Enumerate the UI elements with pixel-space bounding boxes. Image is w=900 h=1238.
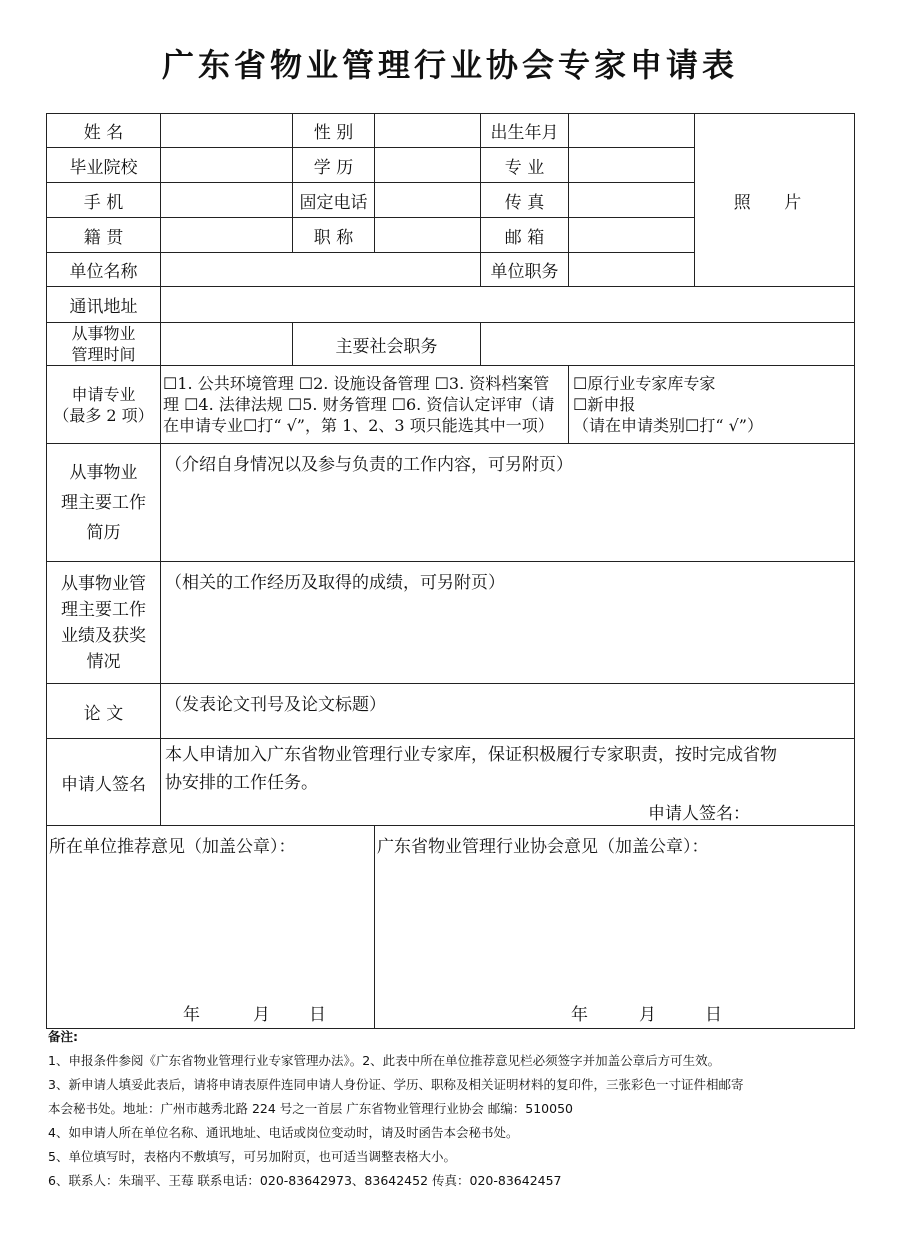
major-apply-line2: （最多 2 项）	[53, 405, 154, 425]
phone-field[interactable]	[375, 183, 481, 218]
years-label-line2: 管理时间	[71, 345, 136, 364]
application-form-table	[46, 113, 855, 1029]
declaration-line1: 本人申请加入广东省物业管理行业专家库，保证积极履行专家职责，按时完成省物	[165, 745, 777, 765]
form-title: 广东省物业管理行业协会专家申请表	[161, 46, 738, 84]
note-3b: 本会秘书处。地址：广州市越秀北路 224 号之一首层 广东省物业管理行业协会 邮编：510050	[48, 1101, 573, 1116]
notes-heading: 备注:	[48, 1029, 78, 1044]
assoc-date-month: 月	[639, 1005, 656, 1025]
resume-label-line2: 理主要工作	[61, 492, 146, 513]
note-3a: 3、新申请人填妥此表后，请将申请表原件连同申请人身份证、学历、职称及相关证明材料的复印件，三张彩色一寸证件相邮寄	[48, 1077, 744, 1092]
declaration-cell[interactable]	[161, 739, 855, 826]
performance-label-line4: 情况	[86, 651, 121, 672]
gender-label: 性 别	[293, 114, 375, 148]
note-4: 4、如申请人所在单位名称、通讯地址、电话或岗位变动时，请及时函告本会秘书处。	[48, 1125, 519, 1140]
unit-opinion-box[interactable]	[47, 826, 375, 1029]
major-options-line2[interactable]: 理 ☐4. 法律法规 ☐5. 财务管理 ☐6. 资信认定评审（请	[163, 395, 555, 414]
type-option-existing[interactable]: ☐原行业专家库专家	[573, 374, 716, 393]
notes-section	[48, 1025, 868, 1193]
education-label: 学 历	[293, 148, 375, 183]
association-opinion-label: 广东省物业管理行业协会意见（加盖公章）：	[377, 837, 709, 857]
email-label: 邮 箱	[481, 218, 569, 253]
type-option-hint: （请在申请类别☐打“ √”）	[573, 416, 763, 435]
title-rank-field[interactable]	[375, 218, 481, 253]
name-field[interactable]	[161, 114, 293, 148]
resume-hint: （介绍自身情况以及参与负责的工作内容，可另附页）	[165, 455, 573, 475]
phone-label: 固定电话	[293, 183, 375, 218]
major-field[interactable]	[569, 148, 695, 183]
applicant-sign-label: 申请人签名：	[648, 804, 750, 824]
photo-label: 照 片	[733, 192, 816, 213]
paper-field[interactable]	[161, 684, 855, 739]
years-field[interactable]	[161, 323, 293, 366]
major-options-line1[interactable]: ☐1. 公共环境管理 ☐2. 设施设备管理 ☐3. 资料档案管	[163, 374, 550, 393]
major-apply-label	[47, 366, 161, 444]
unit-date-month: 月	[253, 1005, 270, 1025]
declaration-line2: 协安排的工作任务。	[165, 773, 318, 793]
mobile-field[interactable]	[161, 183, 293, 218]
performance-label-line3: 业绩及获奖	[61, 625, 146, 646]
paper-hint: （发表论文刊号及论文标题）	[165, 695, 386, 715]
unit-position-label: 单位职务	[481, 253, 569, 287]
assoc-date-year: 年	[571, 1005, 588, 1025]
type-option-new[interactable]: ☐新申报	[573, 395, 636, 414]
major-label: 专 业	[481, 148, 569, 183]
education-field[interactable]	[375, 148, 481, 183]
performance-hint: （相关的工作经历及取得的成绩，可另附页）	[165, 573, 505, 593]
resume-field[interactable]	[161, 444, 855, 562]
social-label: 主要社会职务	[293, 323, 481, 366]
note-1: 1、申报条件参阅《广东省物业管理行业专家管理办法》。2、此表中所在单位推荐意见栏必须签字并加盖公章后方可生效。	[48, 1053, 721, 1068]
paper-label: 论 文	[47, 684, 161, 739]
performance-label-line1: 从事物业管	[61, 573, 146, 594]
major-options[interactable]	[161, 366, 569, 444]
unit-date-year: 年	[183, 1005, 200, 1025]
name-label: 姓 名	[47, 114, 161, 148]
unit-name-field[interactable]	[161, 253, 481, 287]
signature-label: 申请人签名	[47, 739, 161, 826]
apply-type-options[interactable]	[569, 366, 855, 444]
fax-field[interactable]	[569, 183, 695, 218]
note-5: 5、单位填写时，表格内不敷填写，可另加附页，也可适当调整表格大小。	[48, 1149, 456, 1164]
birth-label: 出生年月	[481, 114, 569, 148]
gender-field[interactable]	[375, 114, 481, 148]
title-rank-label: 职 称	[293, 218, 375, 253]
association-opinion-box[interactable]	[375, 826, 855, 1029]
mobile-label: 手 机	[47, 183, 161, 218]
performance-label-line2: 理主要工作	[61, 599, 146, 620]
school-field[interactable]	[161, 148, 293, 183]
birth-field[interactable]	[569, 114, 695, 148]
social-field[interactable]	[481, 323, 855, 366]
performance-label	[47, 562, 161, 684]
resume-label	[47, 444, 161, 562]
native-label: 籍 贯	[47, 218, 161, 253]
performance-field[interactable]	[161, 562, 855, 684]
assoc-date-day: 日	[705, 1005, 722, 1025]
email-field[interactable]	[569, 218, 695, 253]
resume-label-line1: 从事物业	[69, 462, 138, 483]
address-label: 通讯地址	[47, 287, 161, 323]
unit-name-label: 单位名称	[47, 253, 161, 287]
years-label-line1: 从事物业	[71, 324, 136, 343]
school-label: 毕业院校	[47, 148, 161, 183]
major-options-line3[interactable]: 在申请专业☐打“ √”，第 1、2、3 项只能选其中一项）	[163, 416, 554, 435]
address-field[interactable]	[161, 287, 855, 323]
unit-opinion-label: 所在单位推荐意见（加盖公章）：	[49, 837, 296, 857]
note-6: 6、联系人：朱瑞平、王莓 联系电话：020-83642973、83642452 传真：020-83642457	[48, 1173, 562, 1188]
years-label	[47, 323, 161, 366]
major-apply-line1: 申请专业	[71, 384, 136, 404]
photo-box[interactable]	[695, 114, 855, 287]
unit-position-field[interactable]	[569, 253, 695, 287]
resume-label-line3: 简历	[86, 522, 121, 543]
native-field[interactable]	[161, 218, 293, 253]
unit-date-day: 日	[309, 1005, 326, 1025]
fax-label: 传 真	[481, 183, 569, 218]
